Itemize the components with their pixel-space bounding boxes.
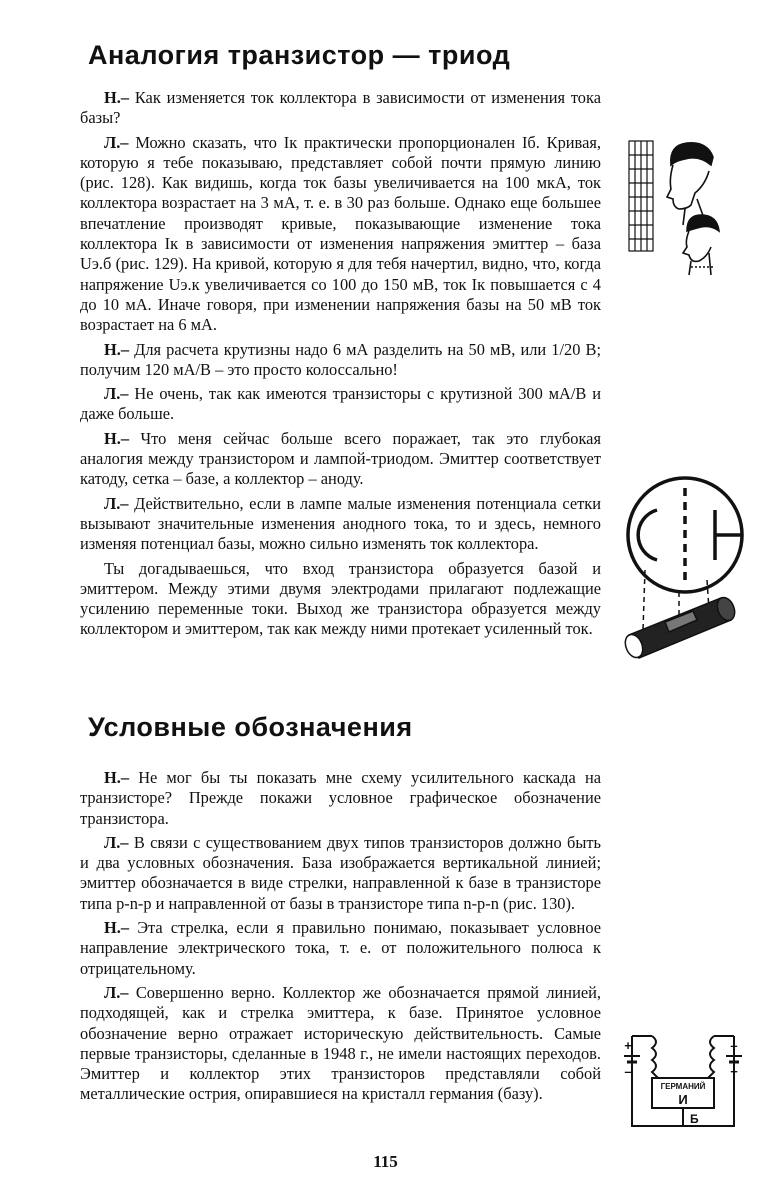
plus-sign: +: [624, 1038, 632, 1053]
paragraph-text: Для расчета крутизны надо 6 мА разделить на 50 мВ, или 1/20 В; получим 120 мА/В – это просто колоссально!: [80, 339, 601, 379]
speaker-label: Л.–: [104, 832, 129, 852]
crystal-label: ГЕРМАНИЙ: [660, 1082, 706, 1091]
section-text: [80, 768, 601, 1109]
dialogue-paragraph: [80, 918, 601, 979]
dialogue-paragraph: [80, 429, 601, 490]
speaker-label: Л.–: [104, 982, 129, 1002]
base-letter: Б: [690, 1112, 699, 1126]
paragraph-text: Как изменяется ток коллектора в зависимости от изменения тока базы?: [80, 88, 601, 128]
dialogue-paragraph: [80, 340, 601, 381]
left-coil: [652, 1036, 662, 1082]
dialogue-paragraph: [80, 833, 601, 914]
page-number: 115: [373, 1152, 398, 1171]
dialogue-paragraph: [80, 88, 601, 129]
speaker-label: Л.–: [104, 493, 129, 513]
characters-illustration: [625, 135, 720, 280]
paragraph-text: Не очень, так как имеются транзисторы с крутизной 300 мА/В и даже больше.: [80, 384, 601, 424]
paragraph-text: Эта стрелка, если я правильно понимаю, показывает условное направление электрического тока, т. е. от положительного полюса к отрицательному.: [80, 918, 601, 978]
speaker-label: Н.–: [104, 428, 130, 448]
dialogue-paragraph: [80, 494, 601, 555]
dialogue-paragraph: [80, 384, 601, 425]
section-text: [80, 88, 601, 644]
minus-sign: –: [730, 1038, 738, 1053]
section-title: Аналогия транзистор — триод: [88, 40, 511, 70]
paragraph-text: Ты догадываешься, что вход транзистора образуется базой и эмиттером. Между этими двумя электродами прилагают подлежащие усилению переменные токи. Выход же транзистора образуется между коллектором и эмиттером, так как между ними протекает усиленный ток.: [80, 558, 601, 639]
speaker-label: Н.–: [104, 88, 130, 107]
crystal-letter: И: [678, 1092, 688, 1107]
plus-sign: +: [730, 1064, 738, 1079]
paragraph-text: Действительно, если в лампе малые изменения потенциала сетки вызывают значительные изменения анодного тока, то и здесь, немного изменяя потенциал базы, можно сильно изменять ток коллектора.: [80, 493, 601, 554]
paragraph-text: Не мог бы ты показать мне схему усилительного каскада на транзисторе? Прежде покажи условное графическое обозначение транзистора.: [80, 768, 601, 828]
right-coil: [704, 1036, 714, 1082]
transistor-cylinder: [622, 595, 738, 660]
minus-sign: –: [624, 1064, 632, 1079]
dialogue-paragraph: [80, 559, 601, 640]
boy-head: [683, 215, 719, 275]
man-head: [667, 143, 713, 225]
germanium-circuit-illustration: [618, 1026, 748, 1138]
dialogue-paragraph: [80, 133, 601, 336]
speaker-label: Л.–: [104, 384, 129, 404]
dialogue-paragraph: [80, 768, 601, 829]
paragraph-text: Совершенно верно. Коллектор же обозначается прямой линией, подходящей, как и стрелка эмиттера, к базе. Принятое условное обозначение верно отражает историческую действительность. Самые первые транзисторы, сделанные в 1948 г., не имели настоящих переходов. Эмиттер и коллектор этих транзисторов представляли собой металлические острия, опиравшиеся на кристалл германия (базу).: [80, 982, 601, 1104]
dialogue-paragraph: [80, 983, 601, 1105]
section-title: Условные обозначения: [88, 712, 413, 742]
speaker-label: Н.–: [104, 918, 130, 938]
paragraph-text: В связи с существованием двух типов транзисторов должно быть и два условных обозначения. База изображается вертикальной линией; эмиттер обозначается в виде стрелки, направленной к базе в транзисторе типа p-n-p и направленной от базы в транзисторе типа n-p-n (рис. 130).: [80, 832, 601, 913]
speaker-label: Н.–: [104, 339, 130, 359]
blackboard-grid: [629, 141, 653, 251]
triode-transistor-illustration: [615, 470, 745, 670]
speaker-label: Н.–: [104, 768, 130, 787]
paragraph-text: Что меня сейчас больше всего поражает, так это глубокая аналогия между транзистором и лампой-триодом. Эмиттер соответствует катоду, сетка – базе, а коллектор – аноду.: [80, 428, 601, 489]
speaker-label: Л.–: [104, 132, 129, 152]
paragraph-text: Можно сказать, что Iк практически пропорционален Iб. Кривая, которую я тебе показываю, представляет собой почти прямую линию (рис. 128). Как видишь, когда ток базы увеличивается на 100 мкА, ток коллектора возрастает на 3 мА, т. е. в 30 раз больше. Однако еще большее впечатление производят кривые, показывающие изменение тока коллектора Iк в зависимости от изменения напряжения эмиттер – база Uэ.б (рис. 129). На кривой, которую я для тебя начертил, видно, что, когда напряжение Uэ.к увеличивается со 100 до 150 мВ, ток Iк повышается с 4 до 10 мА. Иначе говоря, при изменении напряжения базы на 50 мВ ток возрастает на 6 мА.: [80, 132, 601, 335]
